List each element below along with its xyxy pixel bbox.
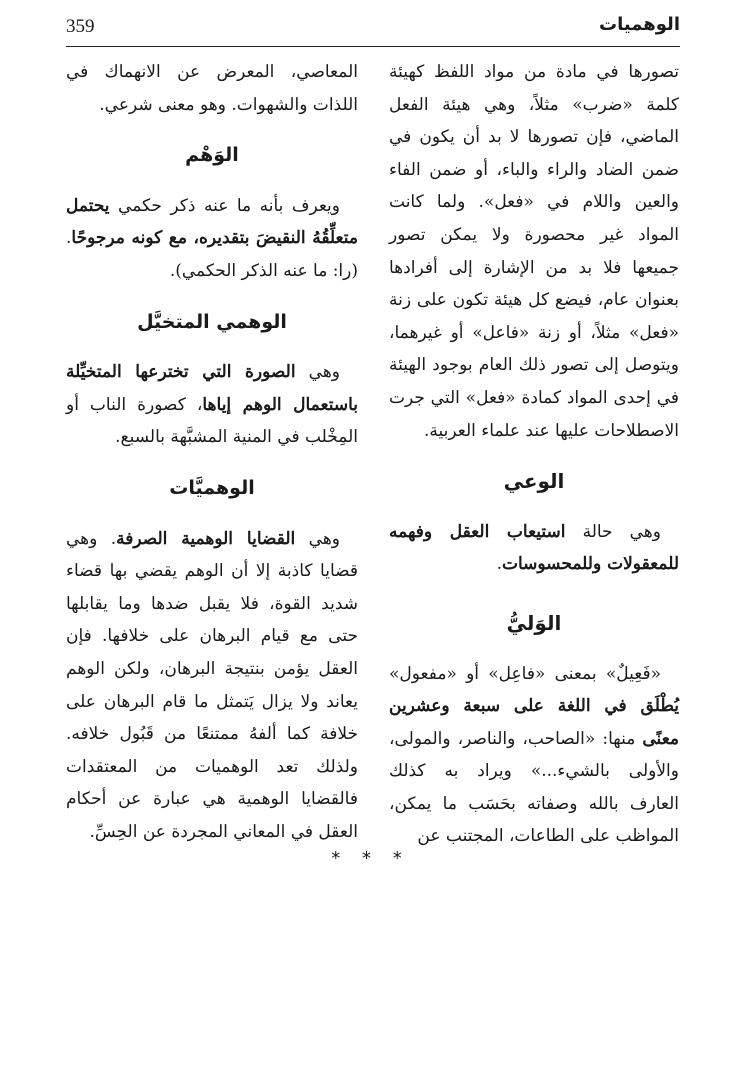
entry-heading-wahm: الوَهْم — [185, 144, 239, 167]
section-separator: * * * — [331, 848, 410, 869]
entry-heading-mutakhayyil: الوهمي المتخيَّل — [137, 310, 287, 333]
entry-heading-wai: الوعي — [503, 469, 565, 494]
definition-intro: ويعرف بأنه ما عنه ذكر حكمي — [109, 195, 340, 216]
page-number: 359 — [66, 16, 95, 37]
definition-bold: القضايا الوهمية الصرفة — [116, 528, 296, 549]
entry-heading-wahmiyyat: الوهميَّات — [169, 476, 255, 499]
definition-end: ، كصورة الناب أو المِخْلب في المنية المشبَّهة بالسبع. — [66, 394, 358, 448]
definition-bold: يُطْلَق في اللغة على سبعة وعشرين معنًى — [389, 696, 679, 749]
right-column — [389, 56, 679, 853]
entry-wali-definition — [389, 658, 679, 854]
definition-end: . — [496, 554, 502, 575]
entry-wahm-definition — [66, 190, 358, 288]
definition-bold: استيعاب العقل وفهمه للمعقولات وللمحسوسات — [389, 521, 679, 575]
running-title: الوهميات — [599, 14, 680, 35]
entry-mutakhayyil-definition — [66, 356, 358, 454]
definition-intro: وهي — [295, 528, 340, 549]
continued-paragraph: المعاصي، المعرض عن الانهماك في اللذات والشهوات. وهو معنى شرعي. — [66, 62, 358, 115]
page-header — [66, 10, 680, 47]
definition-intro: وهي حالة — [565, 521, 661, 542]
definition-bold: الصورة التي تخترعها المتخيِّلة باستعمال الوهم إياها — [66, 362, 358, 415]
definition-end: . (را: ما عنه الذكر الحكمي). — [66, 228, 358, 281]
definition-rest: . وهي قضايا كاذبة إلا أن الوهم يقضي بها قضاء شديد القوة، فلا يقبل ضدها وما يقابلها حتى مع قيام البرهان على خلافها. فإن العقل يؤمن بنتيجة البرهان، ولكن الوهم يعاند ولا يزال يَتمثل ما قام البرهان على خلافة كما ألفهُ ممتنعًا من قَبُول خلافه. ولذلك تعد الوهميات من المعتقدات فالقضايا الوهمية هي عبارة عن أحكام العقل في المعاني المجردة عن الحِسِّ. — [66, 528, 358, 842]
entry-heading-wali: الوَليُّ — [506, 610, 562, 635]
entry-wai-definition — [389, 516, 679, 581]
definition-rest: منها: «الصاحب، والناصر، والمولى، والأولى بالشيء...» ويراد به كذلك العارف بالله وصفاته بحَسَب ما يمكن، المواظب على الطاعات، المجتنب عن — [389, 728, 679, 847]
left-column — [66, 56, 358, 848]
definition-intro: وهي — [295, 362, 340, 383]
continued-paragraph: تصورها في مادة من مواد اللفظ كهيئة كلمة «ضرب» مثلاً، وهي هيئة الفعل الماضي، فإن تصورها لا بد أن يكون في ضمن الضاد والراء والباء، أو ضمن الفاء والعين واللام في «فعل». ولما كانت المواد غير محصورة ولا يمكن تصور جميعها فلا بد من الإشارة إلى أفرادها بعنوان عام، فيضع كل هيئة تكون على زنة «فعل» مثلاً، أو زنة «فاعل» أو غيرهما، ويتوصل إلى تصور ذلك العام بوجود الهيئة في إحدى المواد كمادة «فعل» التي جرت الاصطلاحات عليها عند علماء العربية. — [389, 62, 679, 441]
entry-wahmiyyat-definition — [66, 523, 358, 849]
definition-intro: «فَعِيلٌ» بمعنى «فاعِل» أو «مفعول» — [389, 663, 661, 684]
definition-bold: يحتمل متعلِّقُهُ النقيضَ بتقديره، مع كونه مرجوحًا — [66, 195, 358, 249]
